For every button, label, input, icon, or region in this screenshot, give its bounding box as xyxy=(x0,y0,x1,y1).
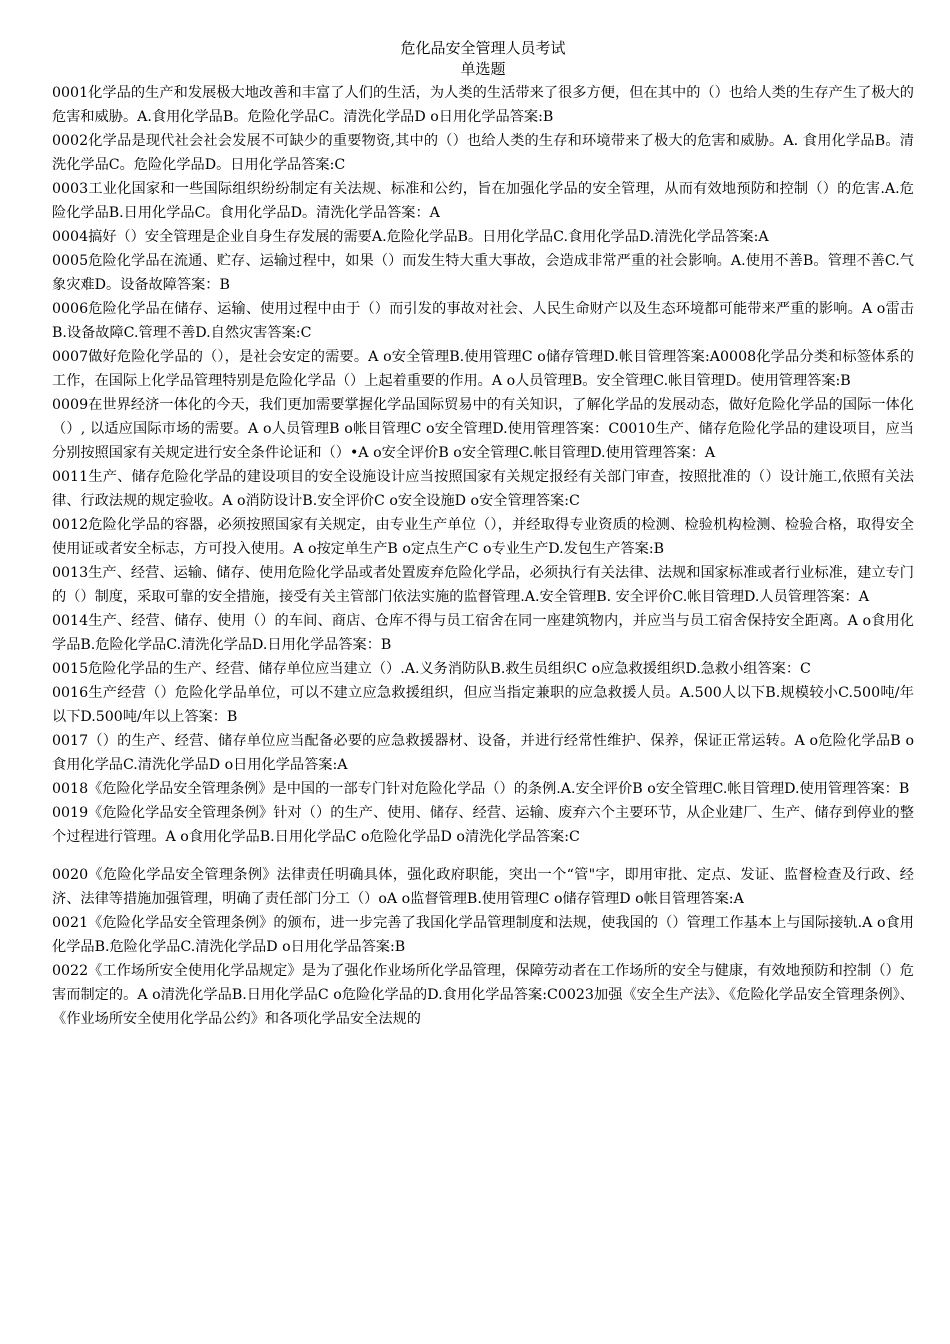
question-0005: 0005危险化学品在流通、贮存、运输过程中，如果（）而发生特大重大事故，会造成非常严重的社会影响。A.使用不善B。管理不善C.气象灾难D。设备故障答案：B xyxy=(52,253,914,293)
question-0016: 0016生产经营（）危险化学品单位，可以不建立应急救援组织，但应当指定兼职的应急救援人员。A.500人以下B.规模较小C.500吨/年以下D.500吨/年以上答案：B xyxy=(52,685,914,725)
question-0004: 0004搞好（）安全管理是企业自身生存发展的需要A.危险化学品B。日用化学品C.食用化学品D.清洗化学品答案:A xyxy=(52,229,769,245)
question-0002: 0002化学品是现代社会社会发展不可缺少的重要物资,其中的（）也给人类的生存和环境带来了极大的危害和威胁。A. 食用化学品B。清洗化学品C。危险化学品D。日用化学品答案:C xyxy=(52,133,914,173)
document-page xyxy=(52,38,914,1031)
question-0001: 0001化学品的生产和发展极大地改善和丰富了人们的生活，为人类的生活带来了很多方便，但在其中的（）也给人类的生存产生了极大的危害和威胁。A.食用化学品B。危险化学品C。清洗化学品D o日用化学品答案:B xyxy=(52,85,914,125)
question-0006: 0006危险化学品在储存、运输、使用过程中由于（）而引发的事故对社会、人民生命财产以及生态环境都可能带来严重的影响。A o雷击B.设备故障C.管理不善D.自然灾害答案:C xyxy=(52,301,914,341)
section-heading: 单选题 xyxy=(460,60,506,78)
question-0018: 0018《危险化学品安全管理条例》是中国的一部专门针对危险化学品（）的条例.A.安全评价B o安全管理C.帐目管理D.使用管理答案：B xyxy=(52,781,910,797)
question-0022-0023: 0022《工作场所安全使用化学品规定》是为了强化作业场所化学品管理，保障劳动者在工作场所的安全与健康，有效地预防和控制（）危害而制定的。A o清洗化学品B.日用化学品C o危险化学品的D.食用化学品答案:C0023加强《安全生产法》、《危险化学品安全管理条例》、《作业场所安全使用化学品公约》和各项化学品安全法规的 xyxy=(52,963,914,1027)
question-0014: 0014生产、经营、储存、使用（）的车间、商店、仓库不得与员工宿舍在同一座建筑物内，并应当与员工宿舍保持安全距离。A o食用化学品B.危险化学品C.清洗化学品D.日用化学品答案：B xyxy=(52,613,914,653)
question-0012: 0012危险化学品的容器，必须按照国家有关规定，由专业生产单位（），并经取得专业资质的检测、检验机构检测、检验合格，取得安全使用证或者安全标志，方可投入使用。A o按定单生产B o定点生产C o专业生产D.发包生产答案:B xyxy=(52,517,914,557)
question-0019: 0019《危险化学品安全管理条例》针对（）的生产、使用、储存、经营、运输、废弃六个主要环节，从企业建厂、生产、储存到停业的整个过程进行管理。A o食用化学品B.日用化学品C o危险化学品D o清洗化学品答案:C xyxy=(52,805,914,845)
question-0020: 0020《危险化学品安全管理条例》法律责任明确具体，强化政府职能，突出一个“管"字，即用审批、定点、发证、监督检查及行政、经济、法律等措施加强管理，明确了责任部门分工（）oA o监督管理B.使用管理C o储存管理D o帐目管理答案:A xyxy=(52,867,914,907)
question-0015: 0015危险化学品的生产、经营、储存单位应当建立（）.A.义务消防队B.救生员组织C o应急救援组织D.急救小组答案：C xyxy=(52,661,811,677)
question-0011: 0011生产、储存危险化学品的建设项目的安全设施设计应当按照国家有关规定报经有关部门审查，按照批准的（）设计施工,依照有关法律、行政法规的规定验收。A o消防设计B.安全评价C o安全设施D o安全管理答案:C xyxy=(52,469,914,509)
question-0021: 0021《危险化学品安全管理条例》的颁布，进一步完善了我国化学品管理制度和法规，使我国的（）管理工作基本上与国际接轨.A o食用化学品B.危险化学品C.清洗化学品D o日用化学品答案:B xyxy=(52,915,914,955)
question-0009-0010: 0009在世界经济一体化的今天，我们更加需要掌握化学品国际贸易中的有关知识，了解化学品的发展动态，做好危险化学品的国际一体化（）, 以适应国际市场的需要。A o人员管理B o帐目管理C o安全管理D.使用管理答案：C0010生产、储存危险化学品的建设项目，应当分别按照国家有关规定进行安全条件论证和（）•A o安全评价B o安全管理C.帐目管理D.使用管理答案：A xyxy=(52,397,914,461)
question-0017: 0017（）的生产、经营、储存单位应当配备必要的应急救援器材、设备，并进行经常性维护、保养，保证正常运转。A o危险化学品B o食用化学品C.清洗化学品D o日用化学品答案:A xyxy=(52,733,914,773)
question-0003: 0003工业化国家和一些国际组织纷纷制定有关法规、标准和公约，旨在加强化学品的安全管理，从而有效地预防和控制（）的危害.A.危险化学品B.日用化学品C。食用化学品D。清洗化学品答案：A xyxy=(52,181,914,221)
question-0007-0008: 0007做好危险化学品的（），是社会安定的需要。A o安全管理B.使用管理C o储存管理D.帐目管理答案:A0008化学品分类和标签体系的工作，在国际上化学品管理特别是危险化学品（）上起着重要的作用。A o人员管理B。安全管理C.帐目管理D。使用管理答案:B xyxy=(52,349,914,389)
question-0013: 0013生产、经营、运输、储存、使用危险化学品或者处置废弃危险化学品，必须执行有关法律、法规和国家标准或者行业标准，建立专门的（）制度，采取可靠的安全措施，接受有关主管部门依法实施的监督管理.A.安全管理B. 安全评价C.帐目管理D.人员管理答案：A xyxy=(52,565,914,605)
document-title: 危化品安全管理人员考试 xyxy=(400,39,566,57)
